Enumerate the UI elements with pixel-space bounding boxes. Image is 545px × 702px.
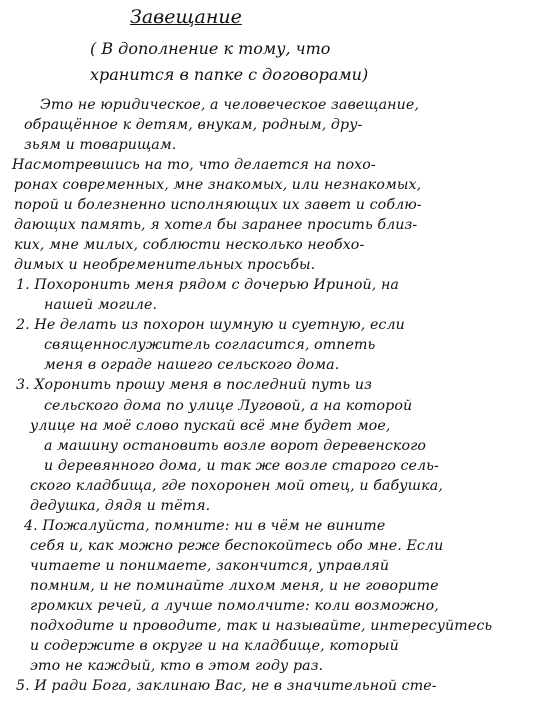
- subtitle-line-2: хранится в папке с договорами): [90, 65, 369, 84]
- handwritten-line: дающих память, я хотел бы заранее просить близ-: [14, 217, 418, 234]
- handwritten-line: и деревянного дома, и так же возле старого сель-: [44, 457, 439, 474]
- handwritten-line: 3. Хоронить прошу меня в последний путь из: [16, 377, 372, 394]
- handwritten-line: Насмотревшись на то, что делается на похо-: [12, 157, 376, 174]
- handwritten-line: священнослужитель согласится, отпеть: [44, 337, 376, 354]
- handwritten-line: подходите и проводите, так и называйте, интересуйтесь: [30, 617, 493, 634]
- handwritten-line: улице на моё слово пускай всё мне будет мое,: [30, 417, 391, 434]
- handwritten-line: ского кладбища, где похоронен мой отец, и бабушка,: [30, 477, 443, 494]
- handwritten-line: нашей могиле.: [44, 297, 158, 314]
- handwritten-line: 5. И ради Бога, заклинаю Вас, не в значительной сте-: [16, 678, 437, 694]
- handwritten-line: порой и болезненно исполняющих их завет и соблю-: [14, 197, 422, 214]
- handwritten-line: 4. Пожалуйста, помните: ни в чём не вините: [24, 517, 386, 534]
- handwritten-line: обращённое к детям, внукам, родным, дру-: [24, 117, 363, 134]
- handwritten-line: 1. Похоронить меня рядом с дочерью Ириной, на: [16, 277, 399, 294]
- handwritten-line: димых и необременительных просьбы.: [14, 257, 316, 274]
- document-title: Завещание: [130, 6, 242, 28]
- handwritten-line: сельского дома по улице Луговой, а на которой: [44, 397, 413, 414]
- handwritten-line: Это не юридическое, а человеческое завещание,: [40, 97, 419, 113]
- handwritten-line: а машину остановить возле ворот деревенского: [44, 437, 427, 454]
- handwritten-line: ронах современных, мне знакомых, или незнакомых,: [14, 177, 422, 194]
- handwritten-line: и содержите в округе и на кладбище, который: [30, 637, 399, 654]
- handwritten-line: себя и, как можно реже беспокойтесь обо мне. Если: [30, 537, 444, 554]
- handwritten-line: помним, и не поминайте лихом меня, и не говорите: [30, 577, 439, 594]
- handwritten-line: ких, мне милых, соблюсти несколько необхо-: [14, 237, 365, 254]
- subtitle-line-1: ( В дополнение к тому, что: [90, 39, 331, 58]
- handwritten-line: зьям и товарищам.: [24, 137, 177, 154]
- handwritten-line: это не каждый, кто в этом году раз.: [30, 657, 324, 674]
- handwritten-line: громких речей, а лучше помолчите: коли возможно,: [30, 597, 439, 614]
- handwritten-line: дедушка, дядя и тётя.: [30, 497, 211, 514]
- handwritten-line: 2. Не делать из похорон шумную и суетную, если: [16, 317, 405, 334]
- handwritten-line: читаете и понимаете, закончится, управляй: [30, 557, 390, 574]
- handwritten-line: меня в ограде нашего сельского дома.: [44, 357, 340, 374]
- document-subtitle: [90, 36, 368, 88]
